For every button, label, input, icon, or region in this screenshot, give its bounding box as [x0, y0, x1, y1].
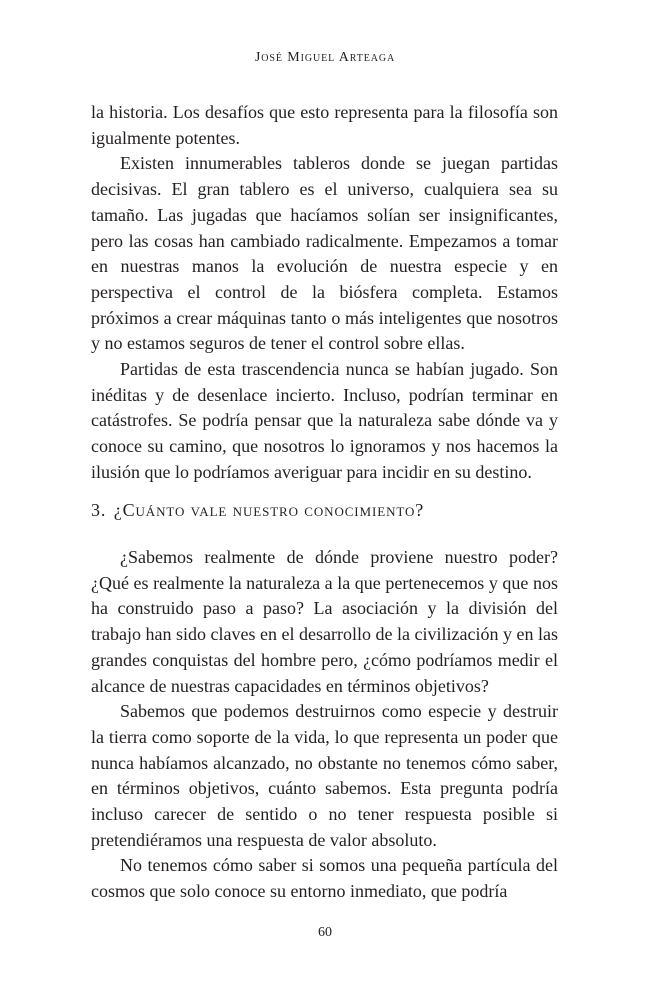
paragraph: No tenemos cómo saber si somos una pequeña partícula del cosmos que solo conoce su entorno inmediato, que podría: [91, 855, 558, 902]
page-number: 60: [318, 925, 332, 940]
paragraph: Partidas de esta trascendencia nunca se habían jugado. Son inéditas y de desenlace incierto. Incluso, podrían terminar en catástrofes. Se podría pensar que la naturaleza sabe dónde va y conoce su camino, que nosotros lo ignoramos y nos hacemos la ilusión que lo podríamos averiguar para incidir en su destino.: [91, 359, 558, 482]
paragraph: Sabemos que podemos destruirnos como especie y destruir la tierra como soporte de la vida, lo que representa un poder que nunca habíamos alcanzado, no obstante no tenemos cómo saber, en términos objetivos, cuánto sabemos. Esta pregunta podría incluso carecer de sentido o no tener respuesta posible si pretendiéramos una respuesta de valor absoluto.: [91, 701, 558, 850]
running-head: José Miguel Arteaga: [254, 50, 396, 65]
section-number: 3.: [91, 500, 107, 520]
paragraph: la historia. Los desafíos que esto representa para la filosofía son igualmente potentes.: [91, 102, 558, 148]
section-title: ¿Cuánto vale nuestro conocimiento?: [113, 500, 425, 520]
body-text-bottom: [91, 545, 558, 905]
paragraph: Existen innumerables tableros donde se juegan partidas decisivas. El gran tablero es el universo, cualquiera sea su tamaño. Las jugadas que hacíamos solían ser insignificantes, pero las cosas han cambiado radicalmente. Empezamos a tomar en nuestras manos la evolución de nuestra especie y en perspectiva el control de la biósfera completa. Estamos próximos a crear máquinas tanto o más inteligentes que nosotros y no estamos seguros de tener el control sobre ellas.: [91, 153, 558, 354]
section-heading: [91, 500, 558, 521]
body-text-top: [91, 100, 558, 486]
paragraph: ¿Sabemos realmente de dónde proviene nuestro poder? ¿Qué es realmente la naturaleza a la que pertenecemos y que nos ha construido paso a paso? La asociación y la división del trabajo han sido claves en el desarrollo de la civilización y en las grandes conquistas del hombre pero, ¿cómo podríamos medir el alcance de nuestras capacidades en términos objetivos?: [91, 547, 558, 696]
